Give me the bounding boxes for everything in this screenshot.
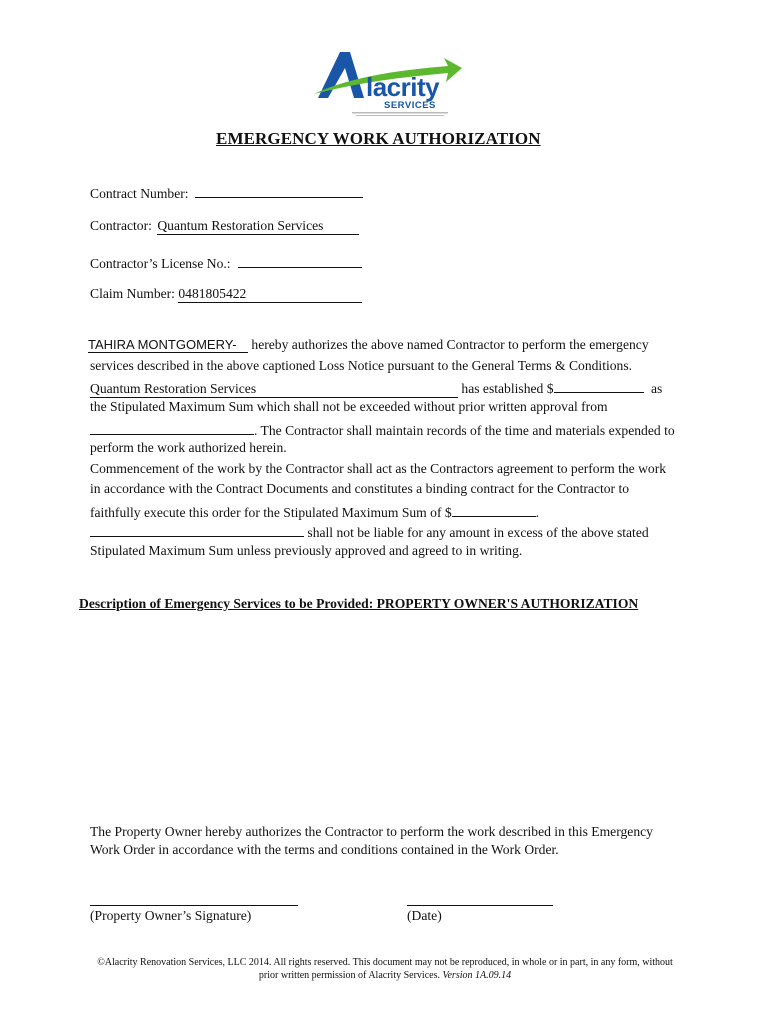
owner-signature-line[interactable]: [90, 904, 298, 906]
date-line[interactable]: [407, 904, 553, 906]
contractor-row: [90, 218, 359, 235]
description-area[interactable]: [90, 620, 680, 810]
footer-line-1: ©Alacrity Renovation Services, LLC 2014. All rights reserved. This document may not be reproduced, in whole or in part, in any form, without: [97, 957, 673, 968]
claim-field[interactable]: [178, 286, 362, 303]
license-label: Contractor’s License No.:: [90, 256, 231, 271]
auth-line-2: services described in the above captioned Loss Notice pursuant to the General Terms & Conditions.: [90, 358, 633, 373]
auth-line-1: [88, 337, 649, 353]
approver-field[interactable]: [90, 420, 254, 435]
claim-row: [90, 286, 362, 303]
claim-value: 0481805422: [178, 286, 247, 301]
logo-services-text: SERVICES: [384, 100, 436, 111]
page-title: EMERGENCY WORK AUTHORIZATION: [216, 129, 541, 148]
auth-line-11: Stipulated Maximum Sum unless previously approved and agreed to in writing.: [90, 543, 523, 558]
footer-line-2-wrap: [0, 970, 770, 981]
owner-statement-line-2: Work Order in accordance with the terms and conditions contained in the Work Order.: [90, 842, 559, 857]
auth-line-5: [90, 420, 675, 439]
license-row: [90, 253, 362, 272]
auth-line-8: in accordance with the Contract Documents and constitutes a binding contract for the Contractor to: [90, 481, 630, 496]
contract-number-field[interactable]: [195, 183, 363, 198]
contractor-value: Quantum Restoration Services: [157, 218, 324, 233]
as-text: as: [650, 381, 663, 396]
auth-line-9-end: .: [535, 505, 540, 520]
license-field[interactable]: [238, 253, 362, 268]
liable-party-field[interactable]: [90, 522, 304, 537]
contractor-fill-field[interactable]: [90, 381, 458, 398]
auth-line-1-text: hereby authorizes the above named Contractor to perform the emergency: [251, 337, 649, 352]
amount-field[interactable]: [554, 378, 644, 393]
owner-statement-line-1: The Property Owner hereby authorizes the Contractor to perform the work described in this Emergency: [90, 824, 653, 839]
owner-name[interactable]: TAHIRA MONTGOMERY-: [88, 337, 248, 353]
company-logo: [312, 48, 464, 118]
auth-line-9: [90, 502, 539, 521]
auth-line-4: the Stipulated Maximum Sum which shall not be exceeded without prior written approval from: [90, 399, 608, 414]
established-text: has established $: [461, 381, 554, 396]
auth-line-5-text: . The Contractor shall maintain records of the time and materials expended to: [254, 423, 675, 438]
claim-label: Claim Number:: [90, 286, 175, 301]
footer-version: Version 1A.09.14: [442, 970, 512, 981]
date-label: (Date): [407, 908, 442, 923]
contractor-field[interactable]: [157, 218, 359, 235]
auth-line-10: [90, 522, 649, 541]
auth-line-3: [90, 378, 662, 398]
owner-signature-label: (Property Owner’s Signature): [90, 908, 252, 923]
contractor-fill-value: Quantum Restoration Services: [90, 381, 257, 396]
description-heading: Description of Emergency Services to be Provided: PROPERTY OWNER'S AUTHORIZATION: [79, 596, 639, 611]
max-sum-field[interactable]: [452, 502, 536, 517]
auth-line-10-text: shall not be liable for any amount in excess of the above stated: [307, 525, 649, 540]
contract-number-label: Contract Number:: [90, 186, 189, 201]
auth-line-6: perform the work authorized herein.: [90, 440, 287, 455]
auth-line-7: Commencement of the work by the Contractor shall act as the Contractors agreement to perform the work: [90, 461, 667, 476]
contractor-label: Contractor:: [90, 218, 152, 233]
contract-number-row: [90, 183, 363, 202]
logo-brand-text: lacrity: [366, 72, 440, 102]
footer-line-2: prior written permission of Alacrity Services.: [258, 970, 440, 981]
auth-line-9-text: faithfully execute this order for the Stipulated Maximum Sum of $: [90, 505, 452, 520]
